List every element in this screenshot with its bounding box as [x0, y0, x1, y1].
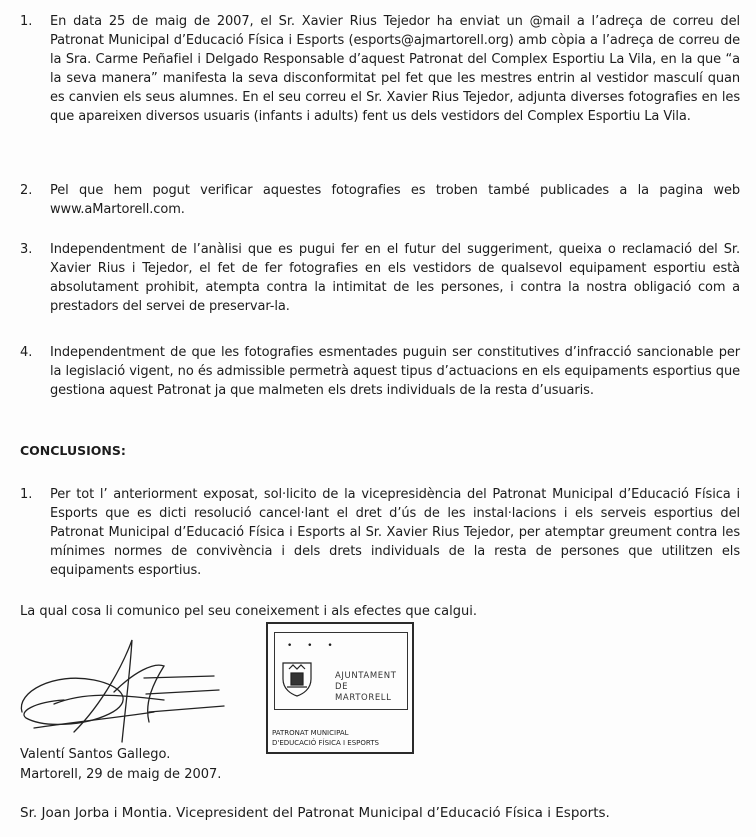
official-stamp [266, 622, 414, 754]
point-text: Pel que hem pogut verificar aquestes fotografies es troben també publicades a la pagina web www.aMartorell.com. [50, 183, 740, 217]
point-text: Independentment de l’anàlisi que es pugui fer en el futur del suggeriment, queixa o reclamació del Sr. Xavier Rius i Tejedor, el fet de fer fotografies en els vestidors de qualsevol equipament esportiu està absolutament prohibit, atempta contra la intimitat de les persones, i contra la nostra obligació com a prestadors del servei de preservar-la. [50, 242, 740, 314]
conclusion-text: Per tot l’ anteriorment exposat, sol·licito de la vicepresidència del Patronat Municipal d’Educació Física i Esports que es dicti resolució cancel·lant el dret d’ús de les instal·lacions i els serveis esportius del Patronat Municipal d’Educació Física i Esports al Sr. Xavier Rius Tejedor, per atemptar greument contra les mínimes normes de convivència i dels drets individuals de la resta de persones que utilitzen els equipaments esportius. [50, 487, 740, 578]
point-number: 4. [20, 345, 33, 360]
signer-name: Valentí Santos Gallego. [20, 747, 171, 762]
handwritten-signature [14, 632, 234, 752]
point-text: En data 25 de maig de 2007, el Sr. Xavier Rius Tejedor ha enviat un @mail a l’adreça de correu del Patronat Municipal d’Educació Física i Esports (esports@ajmartorell.org) amb còpia a l’adreça de correu de la Sra. Carme Peñafiel i Delgado Responsable d’aquest Patronat del Complex Esportiu La Vila, en la que “a la seva manera” manifesta la seva disconformitat pel fet que les mestres entrin al vestidor masculí quan es canvien els seus alumnes. En el seu correu el Sr. Xavier Rius Tejedor, adjunta diverses fotografies en les que apareixen diversos usuaris (infants i adults) fent us dels vestidors del Complex Esportiu La Vila. [50, 14, 740, 124]
conclusion-number: 1. [20, 487, 33, 502]
closing-sentence: La qual cosa li comunico pel seu coneixement i als efectes que calgui. [20, 604, 477, 619]
point-number: 1. [20, 14, 33, 29]
point-number: 3. [20, 242, 33, 257]
conclusions-heading: CONCLUSIONS: [20, 443, 126, 458]
stamp-frame [274, 632, 408, 710]
stamp-dots-icon: • • • [287, 641, 339, 651]
point-number: 2. [20, 183, 33, 198]
coat-of-arms-icon [279, 659, 315, 697]
point-text: Independentment de que les fotografies esmentades puguin ser constitutives d’infracció sancionable per la legislació vigent, no és admissible permetrà aquest tipus d’actuacions en els equipaments esportius que gestiona aquest Patronat ja que malmeten els drets individuals de la resta d’usuaris. [50, 345, 740, 398]
recipient-line: Sr. Joan Jorba i Montia. Vicepresident del Patronat Municipal d’Educació Física i Esports. [20, 805, 610, 821]
place-date: Martorell, 29 de maig de 2007. [20, 767, 222, 782]
stamp-municipality: AJUNTAMENT DE MARTORELL [335, 671, 397, 703]
stamp-patronat: PATRONAT MUNICIPAL D'EDUCACIÓ FÍSICA I ESPORTS [272, 729, 379, 747]
